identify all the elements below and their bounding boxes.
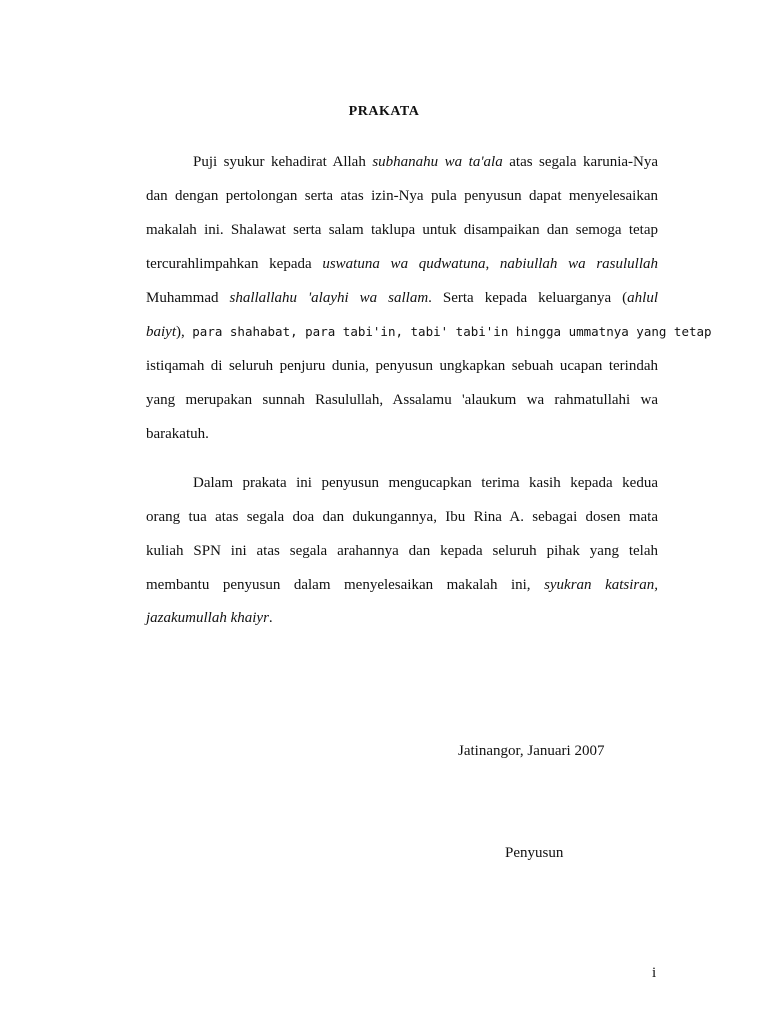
paragraph-2-line-1: Dalam prakata ini penyusun mengucapkan terima kasih kepada kedua	[193, 475, 658, 491]
text-run: atas segala karunia-Nya	[502, 154, 659, 170]
italic-term: syukran katsiran,	[544, 577, 658, 593]
italic-term: shallallahu 'alayhi wa sallam	[229, 290, 429, 306]
text-run: ),	[176, 324, 185, 340]
italic-term: ahlul	[627, 290, 658, 306]
page-title: PRAKATA	[348, 104, 420, 119]
paragraph-1-line-8: yang merupakan sunnah Rasulullah, Assalamu 'alaukum wa rahmatullahi wa	[146, 392, 658, 408]
paragraph-1-line-9: barakatuh.	[146, 426, 209, 442]
text-run-mono: para shahabat, para tabi'in, tabi' tabi'in	[184, 324, 509, 339]
paragraph-1-line-4	[146, 254, 658, 274]
paragraph-2-line-5	[146, 608, 658, 628]
paragraph-1-line-3: makalah ini. Shalawat serta salam taklupa untuk disampaikan dan semoga tetap	[146, 222, 658, 238]
text-run-mono: hingga ummatnya yang tetap	[508, 324, 712, 339]
italic-term: nabiullah wa rasulullah	[499, 256, 659, 272]
paragraph-2-line-4	[146, 575, 658, 595]
paragraph-1-line-5	[146, 288, 658, 308]
italic-term: baiyt	[146, 324, 176, 340]
text-run: Muhammad	[146, 290, 230, 306]
text-run: Puji syukur kehadirat Allah	[193, 154, 373, 170]
paragraph-2-line-3: kuliah SPN ini atas segala arahannya dan kepada seluruh pihak yang telah	[146, 543, 658, 559]
text-run: membantu penyusun dalam menyelesaikan makalah ini,	[146, 577, 545, 593]
place-date: Jatinangor, Januari 2007	[458, 743, 605, 759]
paragraph-1-line-7: istiqamah di seluruh penjuru dunia, penyusun ungkapkan sebuah ucapan terindah	[146, 358, 658, 374]
paragraph-1-line-2: dan dengan pertolongan serta atas izin-Nya pula penyusun dapat menyelesaikan	[146, 188, 658, 204]
text-run: .	[268, 610, 273, 626]
page-number: i	[652, 965, 657, 981]
italic-term: subhanahu wa ta'ala	[372, 154, 503, 170]
paragraph-1-line-1	[193, 152, 658, 172]
text-run: ,	[485, 256, 500, 272]
paragraph-2-line-2: orang tua atas segala doa dan dukungannya, Ibu Rina A. sebagai dosen mata	[146, 509, 658, 525]
text-run: tercurahlimpahkan kepada	[146, 256, 323, 272]
author-signature: Penyusun	[505, 845, 564, 861]
italic-term: uswatuna wa qudwatuna	[322, 256, 486, 272]
text-run: . Serta kepada keluarganya (	[428, 290, 628, 306]
italic-term: jazakumullah khaiyr	[146, 610, 269, 626]
paragraph-1-line-6	[146, 322, 712, 342]
